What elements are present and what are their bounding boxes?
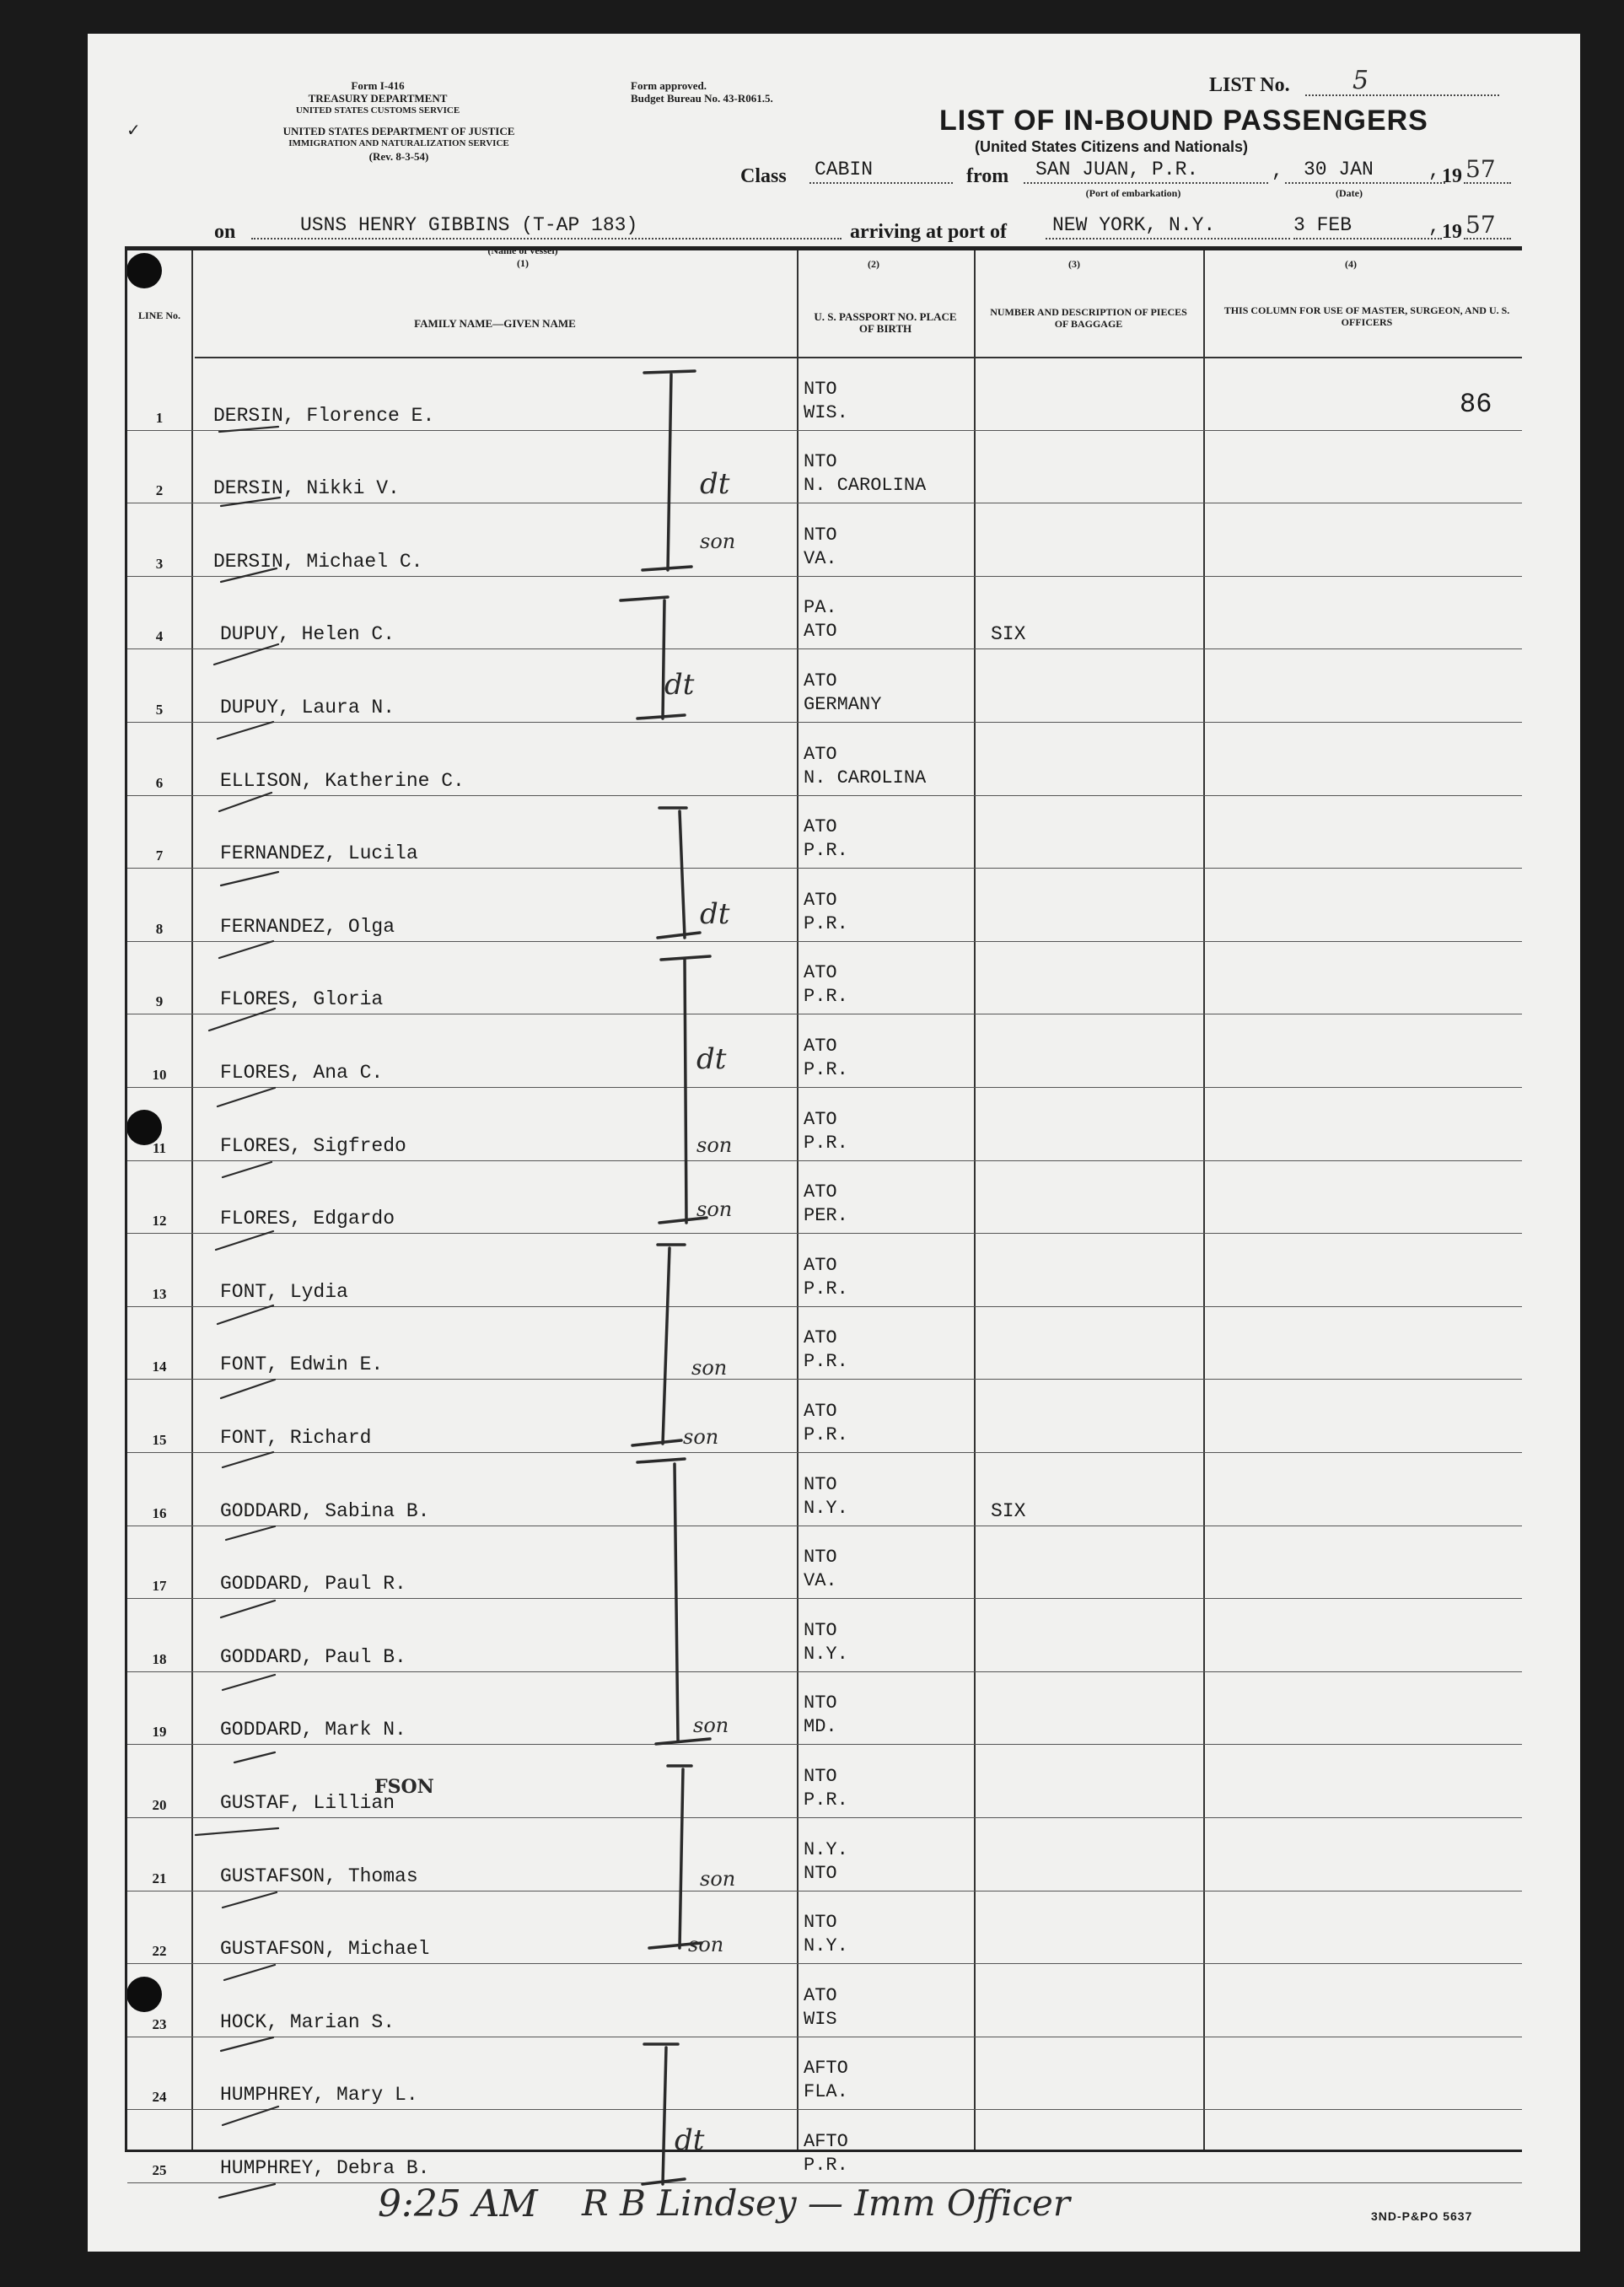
passenger-name: DERSIN, Nikki V. xyxy=(213,477,400,500)
form-revision: (Rev. 8-3-54) xyxy=(368,150,429,163)
table-row xyxy=(127,1160,1522,1161)
passenger-name: DERSIN, Florence E. xyxy=(213,404,435,427)
header-baggage: NUMBER AND DESCRIPTION OF PIECES OF BAGGAGE xyxy=(990,306,1187,330)
arrival-date-value: 3 FEB xyxy=(1293,214,1352,236)
passenger-name: HUMPHREY, Debra B. xyxy=(220,2157,430,2179)
page-title: LIST OF IN-BOUND PASSENGERS xyxy=(939,105,1428,137)
passport-birthplace xyxy=(804,1254,848,1301)
footer-code: 3ND-P&PO 5637 xyxy=(1371,2209,1473,2223)
arrival-year-fill xyxy=(1464,211,1511,239)
passport-code: PA. xyxy=(804,597,837,619)
row-line-number: 18 xyxy=(152,1650,167,1667)
table-row xyxy=(127,430,1522,431)
port-caption: (Port of embarkation) xyxy=(1085,187,1181,199)
birthplace: VA. xyxy=(804,1570,837,1592)
handwritten-son-7: son xyxy=(700,1867,736,1891)
date-caption: (Date) xyxy=(1336,187,1363,199)
passport-code: ATO xyxy=(804,743,837,765)
row-line-number: 10 xyxy=(152,1067,167,1083)
year-fill xyxy=(1464,155,1511,184)
passport-birthplace xyxy=(804,1984,837,2031)
passenger-name: FONT, Lydia xyxy=(220,1280,348,1303)
dept-treasury: TREASURY DEPARTMENT xyxy=(308,92,448,105)
passport-code: AFTO xyxy=(804,2131,848,2152)
passport-code: NTO xyxy=(804,1619,837,1641)
date-value: 30 JAN xyxy=(1304,159,1374,180)
passenger-name: GODDARD, Paul B. xyxy=(220,1645,406,1668)
passenger-name: DUPUY, Helen C. xyxy=(220,623,395,646)
table-row xyxy=(127,941,1522,942)
passenger-name: FERNANDEZ, Olga xyxy=(220,915,395,938)
passport-birthplace xyxy=(804,2057,848,2104)
handwritten-dt-2: dt xyxy=(664,668,695,702)
passenger-name: FLORES, Gloria xyxy=(220,988,384,1011)
header-line-no: LINE No. xyxy=(137,309,180,321)
row-line-number: 11 xyxy=(152,1139,167,1156)
passenger-name: DUPUY, Laura N. xyxy=(220,697,395,718)
row-line-number: 22 xyxy=(152,1943,167,1960)
passport-birthplace xyxy=(804,1619,848,1666)
passenger-name: DERSIN, Michael C. xyxy=(213,550,423,573)
passport-code: ATO xyxy=(804,816,837,838)
passport-code: NTO xyxy=(804,1473,837,1495)
passport-code: ATO xyxy=(804,1254,837,1276)
handwritten-dt-1: dt xyxy=(700,467,730,501)
row-line-number: 23 xyxy=(152,2015,167,2032)
form-approved: Form approved. xyxy=(631,79,707,92)
year-prefix: 19 xyxy=(1442,165,1462,187)
birthplace: P.R. xyxy=(804,840,848,862)
passport-birthplace xyxy=(804,1473,848,1520)
table-row xyxy=(127,1233,1522,1234)
row-line-number: 25 xyxy=(152,2162,167,2178)
footer-time: 9:25 AM xyxy=(378,2182,538,2225)
birthplace: VA. xyxy=(804,547,837,569)
row-line-number: 16 xyxy=(152,1504,167,1521)
on-label: on xyxy=(214,221,236,243)
from-fill xyxy=(1024,159,1268,184)
passport-code: ATO xyxy=(804,1327,837,1349)
baggage-count: SIX xyxy=(991,1499,1026,1522)
dept-customs: UNITED STATES CUSTOMS SERVICE xyxy=(295,105,460,116)
class-fill xyxy=(809,159,953,184)
row-line-number: 21 xyxy=(152,1870,167,1886)
passport-birthplace xyxy=(804,1035,848,1082)
date-fill xyxy=(1285,159,1445,184)
passenger-name: FONT, Edwin E. xyxy=(220,1353,384,1376)
birthplace: P.R. xyxy=(804,1789,848,1811)
baggage-count: SIX xyxy=(991,623,1026,646)
passport-birthplace xyxy=(804,1765,848,1812)
row-line-number: 5 xyxy=(155,702,164,718)
list-no-label: LIST No. xyxy=(1209,74,1290,96)
passport-code: N.Y. xyxy=(804,1838,848,1860)
header-passport: U. S. PASSPORT NO. PLACE OF BIRTH xyxy=(814,310,957,335)
footer-signature: R B Lindsey — Imm Officer xyxy=(582,2182,1070,2224)
table-row xyxy=(127,1306,1522,1307)
passenger-name: ELLISON, Katherine C. xyxy=(220,769,465,792)
arrival-year-value: 57 xyxy=(1465,211,1496,239)
passport-code: ATO xyxy=(804,962,837,984)
passport-birthplace xyxy=(804,596,837,643)
row-line-number: 12 xyxy=(152,1213,167,1230)
passenger-name: HOCK, Marian S. xyxy=(220,2010,395,2033)
passport-code: NTO xyxy=(804,378,837,400)
passenger-name: GODDARD, Paul R. xyxy=(220,1573,406,1596)
handwritten-son-1: son xyxy=(700,530,736,553)
passenger-name: GODDARD, Mark N. xyxy=(220,1719,406,1741)
row-line-number: 1 xyxy=(155,409,164,426)
table-row xyxy=(127,1598,1522,1599)
passenger-name: FLORES, Ana C. xyxy=(220,1062,384,1084)
table-row xyxy=(127,1744,1522,1745)
passport-birthplace xyxy=(804,889,848,936)
passport-code: NTO xyxy=(804,1766,837,1787)
birthplace: N. CAROLINA xyxy=(804,475,927,497)
birthplace: P.R. xyxy=(804,1132,848,1154)
passport-code: NTO xyxy=(804,451,837,473)
passenger-name: FLORES, Sigfredo xyxy=(220,1134,406,1157)
vessel-fill xyxy=(251,214,842,239)
passport-code: ATO xyxy=(804,1984,837,2006)
col-divider xyxy=(1203,250,1205,2150)
passport-birthplace xyxy=(804,1181,848,1228)
class-label: Class xyxy=(740,165,787,187)
form-header-treasury xyxy=(243,79,513,117)
table-row xyxy=(127,722,1522,723)
passport-birthplace xyxy=(804,743,926,790)
row-line-number: 8 xyxy=(155,920,164,937)
vessel-value: USNS HENRY GIBBINS (T-AP 183) xyxy=(300,214,638,236)
page-subtitle: (United States Citizens and Nationals) xyxy=(975,138,1249,155)
passport-birthplace xyxy=(804,1108,848,1155)
table-row xyxy=(127,868,1522,869)
passenger-table xyxy=(125,246,1522,2179)
col-divider xyxy=(797,250,799,2150)
form-approval xyxy=(631,79,773,105)
arrival-port-value: NEW YORK, N.Y. xyxy=(1052,214,1216,236)
birthplace: WIS. xyxy=(804,401,848,423)
birthplace: NTO xyxy=(804,1862,837,1884)
table-row xyxy=(127,1817,1522,1818)
passenger-name: FONT, Richard xyxy=(220,1427,372,1449)
row-line-number: 20 xyxy=(152,1797,167,1813)
table-row xyxy=(127,2109,1522,2110)
header-rule xyxy=(195,357,1522,358)
passport-code: ATO xyxy=(804,1108,837,1130)
table-row xyxy=(127,648,1522,649)
birthplace: GERMANY xyxy=(804,694,882,715)
handwritten-dt-5: dt xyxy=(675,2123,705,2157)
passport-birthplace xyxy=(804,1326,848,1374)
row-line-number: 3 xyxy=(155,555,164,572)
row-line-number: 4 xyxy=(155,628,164,645)
col-divider xyxy=(974,250,976,2150)
passport-birthplace xyxy=(804,1692,837,1739)
passport-code: AFTO xyxy=(804,2058,848,2080)
passport-birthplace xyxy=(804,670,881,717)
vessel-col-num: (1) xyxy=(517,257,529,269)
table-row xyxy=(127,1963,1522,1964)
birthplace: MD. xyxy=(804,1716,837,1738)
passenger-name: GUSTAFSON, Thomas xyxy=(220,1865,418,1887)
passport-birthplace xyxy=(804,378,848,425)
handwritten-son-6: son xyxy=(693,1714,729,1737)
arrival-year-prefix: 19 xyxy=(1442,221,1462,243)
form-header-justice xyxy=(209,125,589,163)
header-name: FAMILY NAME—GIVEN NAME xyxy=(414,317,576,330)
year-value: 57 xyxy=(1465,155,1496,183)
passenger-name: GUSTAF, Lillian xyxy=(220,1792,395,1814)
passenger-name: FLORES, Edgardo xyxy=(220,1208,395,1230)
row-line-number: 13 xyxy=(152,1285,167,1302)
handwritten-dt-3: dt xyxy=(700,897,730,931)
class-value: CABIN xyxy=(815,159,874,180)
birthplace: P.R. xyxy=(804,986,848,1008)
table-row xyxy=(127,1452,1522,1453)
table-row xyxy=(127,1671,1522,1672)
birthplace: P.R. xyxy=(804,1278,848,1300)
passenger-name: GODDARD, Sabina B. xyxy=(220,1499,430,1522)
row-line-number: 24 xyxy=(152,2089,167,2106)
passenger-name: HUMPHREY, Mary L. xyxy=(220,2084,418,2107)
list-no-fill xyxy=(1305,66,1499,96)
col-num-2: (2) xyxy=(868,258,879,270)
table-row xyxy=(127,576,1522,577)
col-divider xyxy=(191,250,193,2150)
passport-birthplace xyxy=(804,524,837,571)
passport-birthplace xyxy=(804,1911,848,1958)
row-line-number: 17 xyxy=(152,1578,167,1595)
passport-birthplace xyxy=(804,1838,848,1886)
handwritten-son-5: son xyxy=(683,1425,719,1449)
passport-birthplace xyxy=(804,450,926,498)
birthplace: ATO xyxy=(804,621,837,643)
table-row xyxy=(127,1379,1522,1380)
birthplace: N.Y. xyxy=(804,1497,848,1519)
row-line-number: 15 xyxy=(152,1432,167,1448)
from-value: SAN JUAN, P.R. xyxy=(1035,159,1199,180)
from-label: from xyxy=(966,165,1009,187)
passport-code: ATO xyxy=(804,1401,837,1422)
passport-code: NTO xyxy=(804,1692,837,1714)
header-officers: THIS COLUMN FOR USE OF MASTER, SURGEON, AND U. S. OFFICERS xyxy=(1223,304,1510,328)
passport-code: NTO xyxy=(804,1547,837,1569)
col-num-4: (4) xyxy=(1345,258,1357,270)
row-line-number: 6 xyxy=(155,774,164,791)
arrival-date-fill xyxy=(1293,214,1442,239)
passport-birthplace xyxy=(804,961,848,1009)
arrival-port-fill xyxy=(1046,214,1290,239)
margin-tick: ✓ xyxy=(126,121,141,140)
row-line-number: 19 xyxy=(152,1724,167,1741)
birthplace: WIS xyxy=(804,2008,837,2030)
row-line-number: 2 xyxy=(155,482,164,499)
table-row xyxy=(127,795,1522,796)
row-line-number: 14 xyxy=(152,1359,167,1375)
dept-justice: UNITED STATES DEPARTMENT OF JUSTICE xyxy=(282,125,515,137)
handwritten-fson: FSON xyxy=(374,1776,434,1798)
birthplace: FLA. xyxy=(804,2081,848,2103)
vessel-caption-text: (Name of vessel) xyxy=(487,245,558,256)
birthplace: P.R. xyxy=(804,1351,848,1373)
passport-birthplace xyxy=(804,815,848,863)
birthplace: N. CAROLINA xyxy=(804,767,927,788)
passport-code: ATO xyxy=(804,1036,837,1057)
passport-code: ATO xyxy=(804,889,837,911)
form-id: Form I-416 xyxy=(351,79,405,92)
birthplace: P.R. xyxy=(804,912,848,934)
col-num-3: (3) xyxy=(1068,258,1080,270)
list-no-value: 5 xyxy=(1352,66,1369,95)
passport-birthplace xyxy=(804,1400,848,1447)
passenger-name: FERNANDEZ, Lucila xyxy=(220,842,418,865)
handwritten-son-4: son xyxy=(691,1356,728,1380)
budget-bureau: Budget Bureau No. 43-R061.5. xyxy=(631,92,773,105)
row-line-number: 9 xyxy=(155,993,164,1010)
birthplace: P.R. xyxy=(804,1424,848,1445)
passport-code: ATO xyxy=(804,1181,837,1203)
handwritten-dt-4: dt xyxy=(696,1042,727,1076)
handwritten-son-3: son xyxy=(696,1197,733,1221)
passenger-name: GUSTAFSON, Michael xyxy=(220,1938,430,1961)
officer-note: 86 xyxy=(1460,389,1492,420)
birthplace: N.Y. xyxy=(804,1935,848,1957)
handwritten-son-8: son xyxy=(688,1933,724,1956)
arriving-label: arriving at port of xyxy=(850,221,1007,243)
birthplace: P.R. xyxy=(804,2155,848,2176)
birthplace: N.Y. xyxy=(804,1643,848,1665)
handwritten-son-2: son xyxy=(696,1133,733,1157)
row-line-number: 7 xyxy=(155,848,164,864)
passport-code: ATO xyxy=(804,670,837,691)
passport-birthplace xyxy=(804,2130,848,2177)
table-row xyxy=(127,1087,1522,1088)
passport-code: NTO xyxy=(804,524,837,546)
birthplace: PER. xyxy=(804,1205,848,1227)
passport-code: NTO xyxy=(804,1912,837,1934)
passport-birthplace xyxy=(804,1546,837,1593)
birthplace: P.R. xyxy=(804,1059,848,1080)
dept-ins: IMMIGRATION AND NATURALIZATION SERVICE xyxy=(288,138,509,148)
